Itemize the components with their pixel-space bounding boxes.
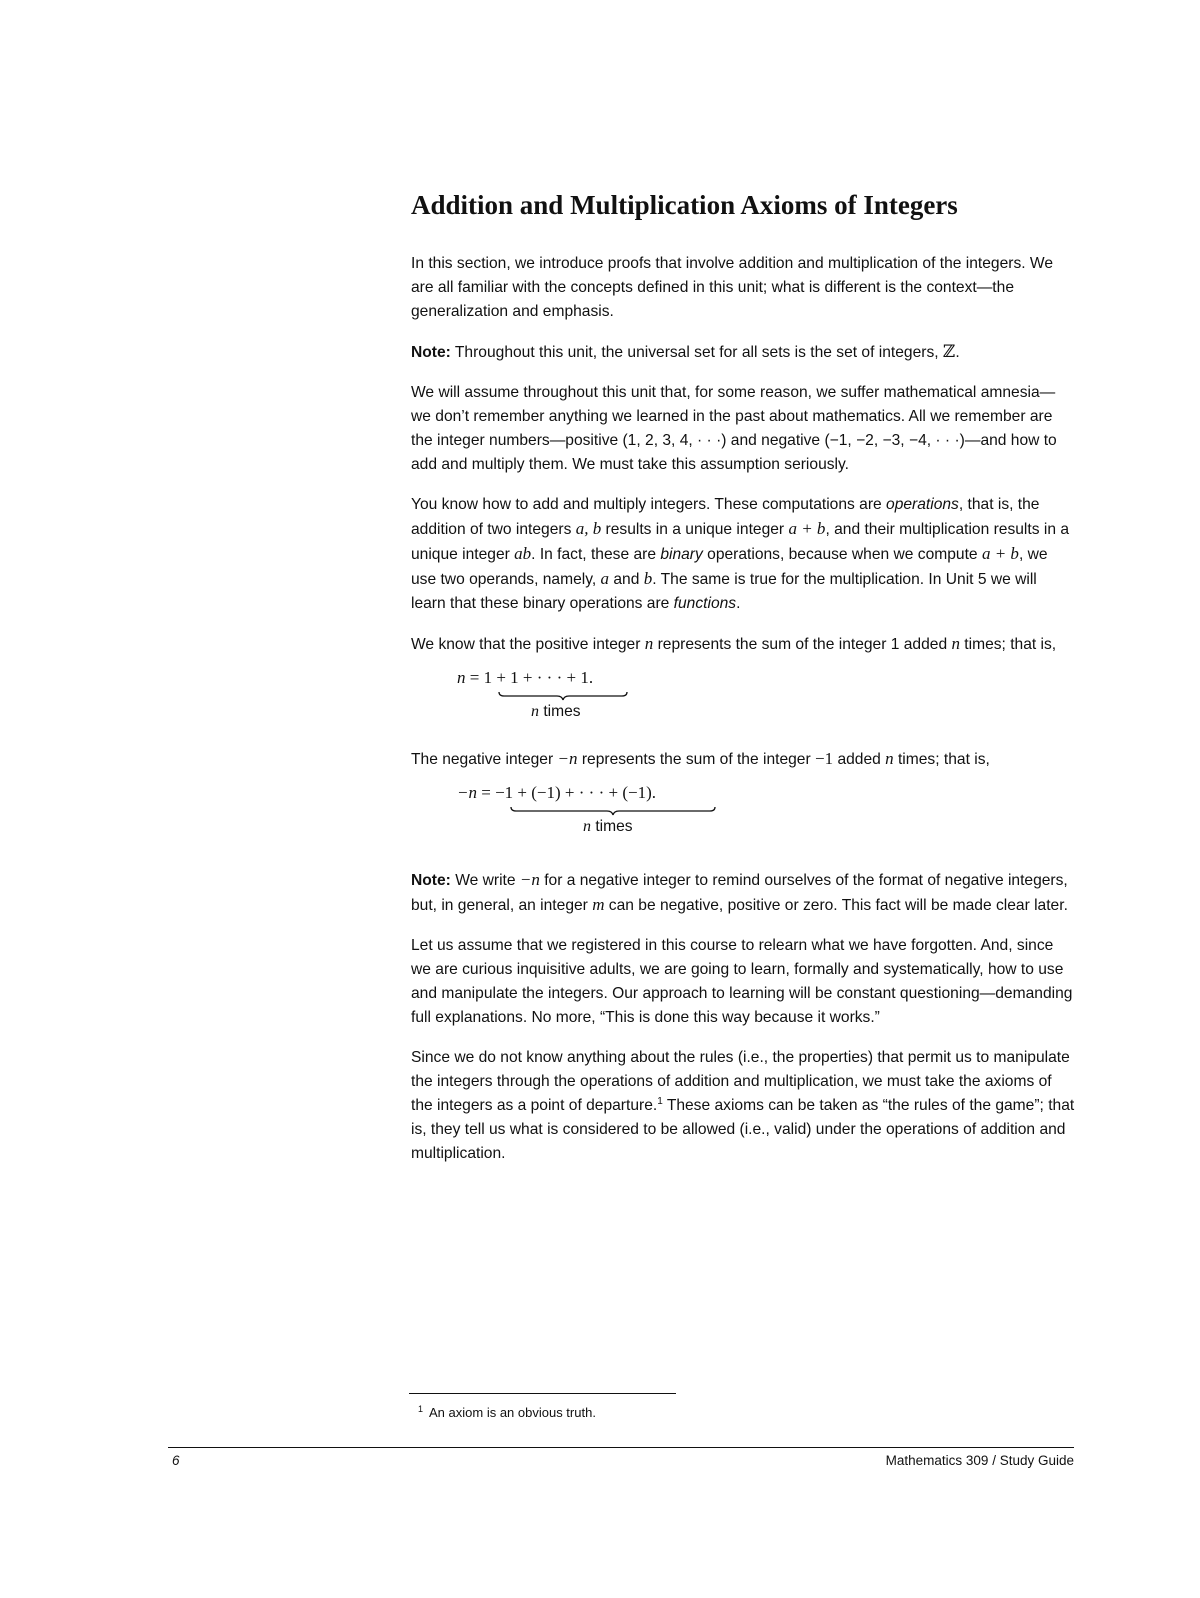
text-run: You know how to add and multiply integers. These computations are (411, 496, 887, 513)
emphasis-binary: binary (660, 546, 703, 563)
text-run: The negative integer (411, 751, 558, 768)
footnote-marker: 1 (418, 1403, 424, 1414)
underbrace-caption (531, 701, 581, 723)
page-number: 6 (172, 1453, 180, 1468)
equals-sign: = (465, 668, 484, 687)
text-run: . In fact, these are (531, 546, 661, 563)
text-run: . (736, 595, 741, 612)
caption-n: n (583, 818, 591, 835)
text-run: These axioms can be taken as “the rules of the game”; that is, they tell us what is considered to be allowed (i.e., valid) under the operations of addition and multiplication. (411, 1097, 1075, 1162)
paragraph-positive-n (411, 632, 1075, 657)
paragraph-negative-n (411, 747, 1075, 772)
equation-period: . (588, 668, 594, 687)
footnote-divider (409, 1393, 676, 1394)
text-run: Since we do not know anything about the rules (i.e., the properties) that permit us to manipulate the integers through the operations of addition and multiplication, we must take the axioms of the integers as a point of departure. (411, 1049, 1070, 1114)
math-m: m (592, 895, 605, 914)
equation-line (457, 780, 656, 806)
paragraph-intro: In this section, we introduce proofs that involve addition and multiplication of the integers. We are all familiar with the concepts defined in this unit; what is different is the context—the generalization and emphasis. (411, 255, 1054, 320)
math-n: n (644, 634, 654, 653)
main-content (411, 188, 1075, 1182)
math-minus-n: −n (557, 749, 578, 768)
text-run: can be negative, positive or zero. This fact will be made clear later. (604, 897, 1068, 914)
emphasis-operations: operations (886, 496, 959, 513)
caption-times: times (539, 703, 581, 720)
note-end: . (955, 344, 960, 361)
math-a: a (600, 569, 610, 588)
underbrace-icon (510, 806, 716, 816)
underbrace-caption (583, 816, 633, 838)
paragraph-axioms (411, 1046, 1075, 1166)
equation-positive-n (411, 665, 1075, 737)
integers-symbol: ℤ (942, 342, 956, 361)
text-run: represents the sum of the integer 1 added (653, 636, 952, 653)
math-minus-one: −1 (815, 749, 834, 768)
text-run: times; that is, (959, 636, 1057, 653)
text-run: added (833, 751, 886, 768)
caption-n: n (531, 703, 539, 720)
note-label: Note: (411, 344, 451, 361)
math-n: n (951, 634, 960, 653)
section-heading: Addition and Multiplication Axioms of Integers (411, 190, 958, 220)
math-n: n (885, 749, 894, 768)
math-ab: ab (514, 544, 532, 563)
equation-lhs: −n (457, 783, 477, 802)
equation-line (457, 665, 593, 691)
text-run: , that is, the addition of two integers (411, 496, 1040, 538)
text-run: times; that is, (893, 751, 990, 768)
math-a-plus-b: a + b (788, 519, 826, 538)
equation-sum: 1 + 1 + · · · + 1 (483, 668, 589, 687)
equals-sign: = (476, 783, 496, 802)
running-footer-title: Mathematics 309 / Study Guide (885, 1453, 1074, 1468)
math-a-plus-b: a + b (981, 544, 1019, 563)
note-universal-set (411, 340, 1075, 365)
equation-period: . (651, 783, 656, 802)
footnote (418, 1404, 596, 1422)
math-b: b (643, 569, 653, 588)
math-a-b: a, b (575, 519, 602, 538)
text-run: We write (450, 872, 520, 889)
text-run: , we use two operands, namely, (411, 546, 1048, 588)
note-text: Throughout this unit, the universal set for all sets is the set of integers, (450, 344, 943, 361)
footnote-reference[interactable]: 1 (657, 1095, 663, 1107)
equation-sum: −1 + (−1) + · · · + (−1) (495, 783, 652, 802)
math-minus-n: −n (519, 870, 540, 889)
caption-times: times (591, 818, 633, 835)
note-negative-format (411, 868, 1075, 918)
paragraph-relearn: Let us assume that we registered in this course to relearn what we have forgotten. And, since we are curious inquisitive adults, we are going to learn, formally and systematically, how to use and manipulate the integers. Our approach to learning will be constant questioning—demanding full explanations. No more, “This is done this way because it works.” (411, 937, 1073, 1026)
text-run: , and their multiplication results in a unique integer (411, 521, 1069, 563)
text-run: results in a unique integer (601, 521, 789, 538)
text-run: for a negative integer to remind ourselves of the format of negative integers, but, in general, an integer (411, 872, 1068, 914)
footnote-text: An axiom is an obvious truth. (429, 1405, 596, 1420)
paragraph-operations (411, 493, 1075, 616)
text-run: operations, because when we compute (702, 546, 982, 563)
equation-negative-n (411, 780, 1075, 858)
text-run: We know that the positive integer (411, 636, 645, 653)
underbrace-icon (498, 691, 628, 701)
paragraph-amnesia: We will assume throughout this unit that, for some reason, we suffer mathematical amnesia—we don’t remember anything we learned in the past about mathematics. All we remember are the integer numbers—positive (1, 2, 3, 4, · · ·) and negative (−1, −2, −3, −4, · · ·)—and how to add and multiply them. We must take this assumption seriously. (411, 384, 1057, 473)
text-run: represents the sum of the integer (577, 751, 816, 768)
equation-lhs: n (457, 668, 466, 687)
emphasis-functions: functions (673, 595, 737, 612)
text-run: . The same is true for the multiplication. In Unit 5 we will learn that these binary operations are (411, 571, 1037, 612)
text-run: and (609, 571, 644, 588)
footer-divider (168, 1447, 1074, 1448)
note-label: Note: (411, 872, 451, 889)
